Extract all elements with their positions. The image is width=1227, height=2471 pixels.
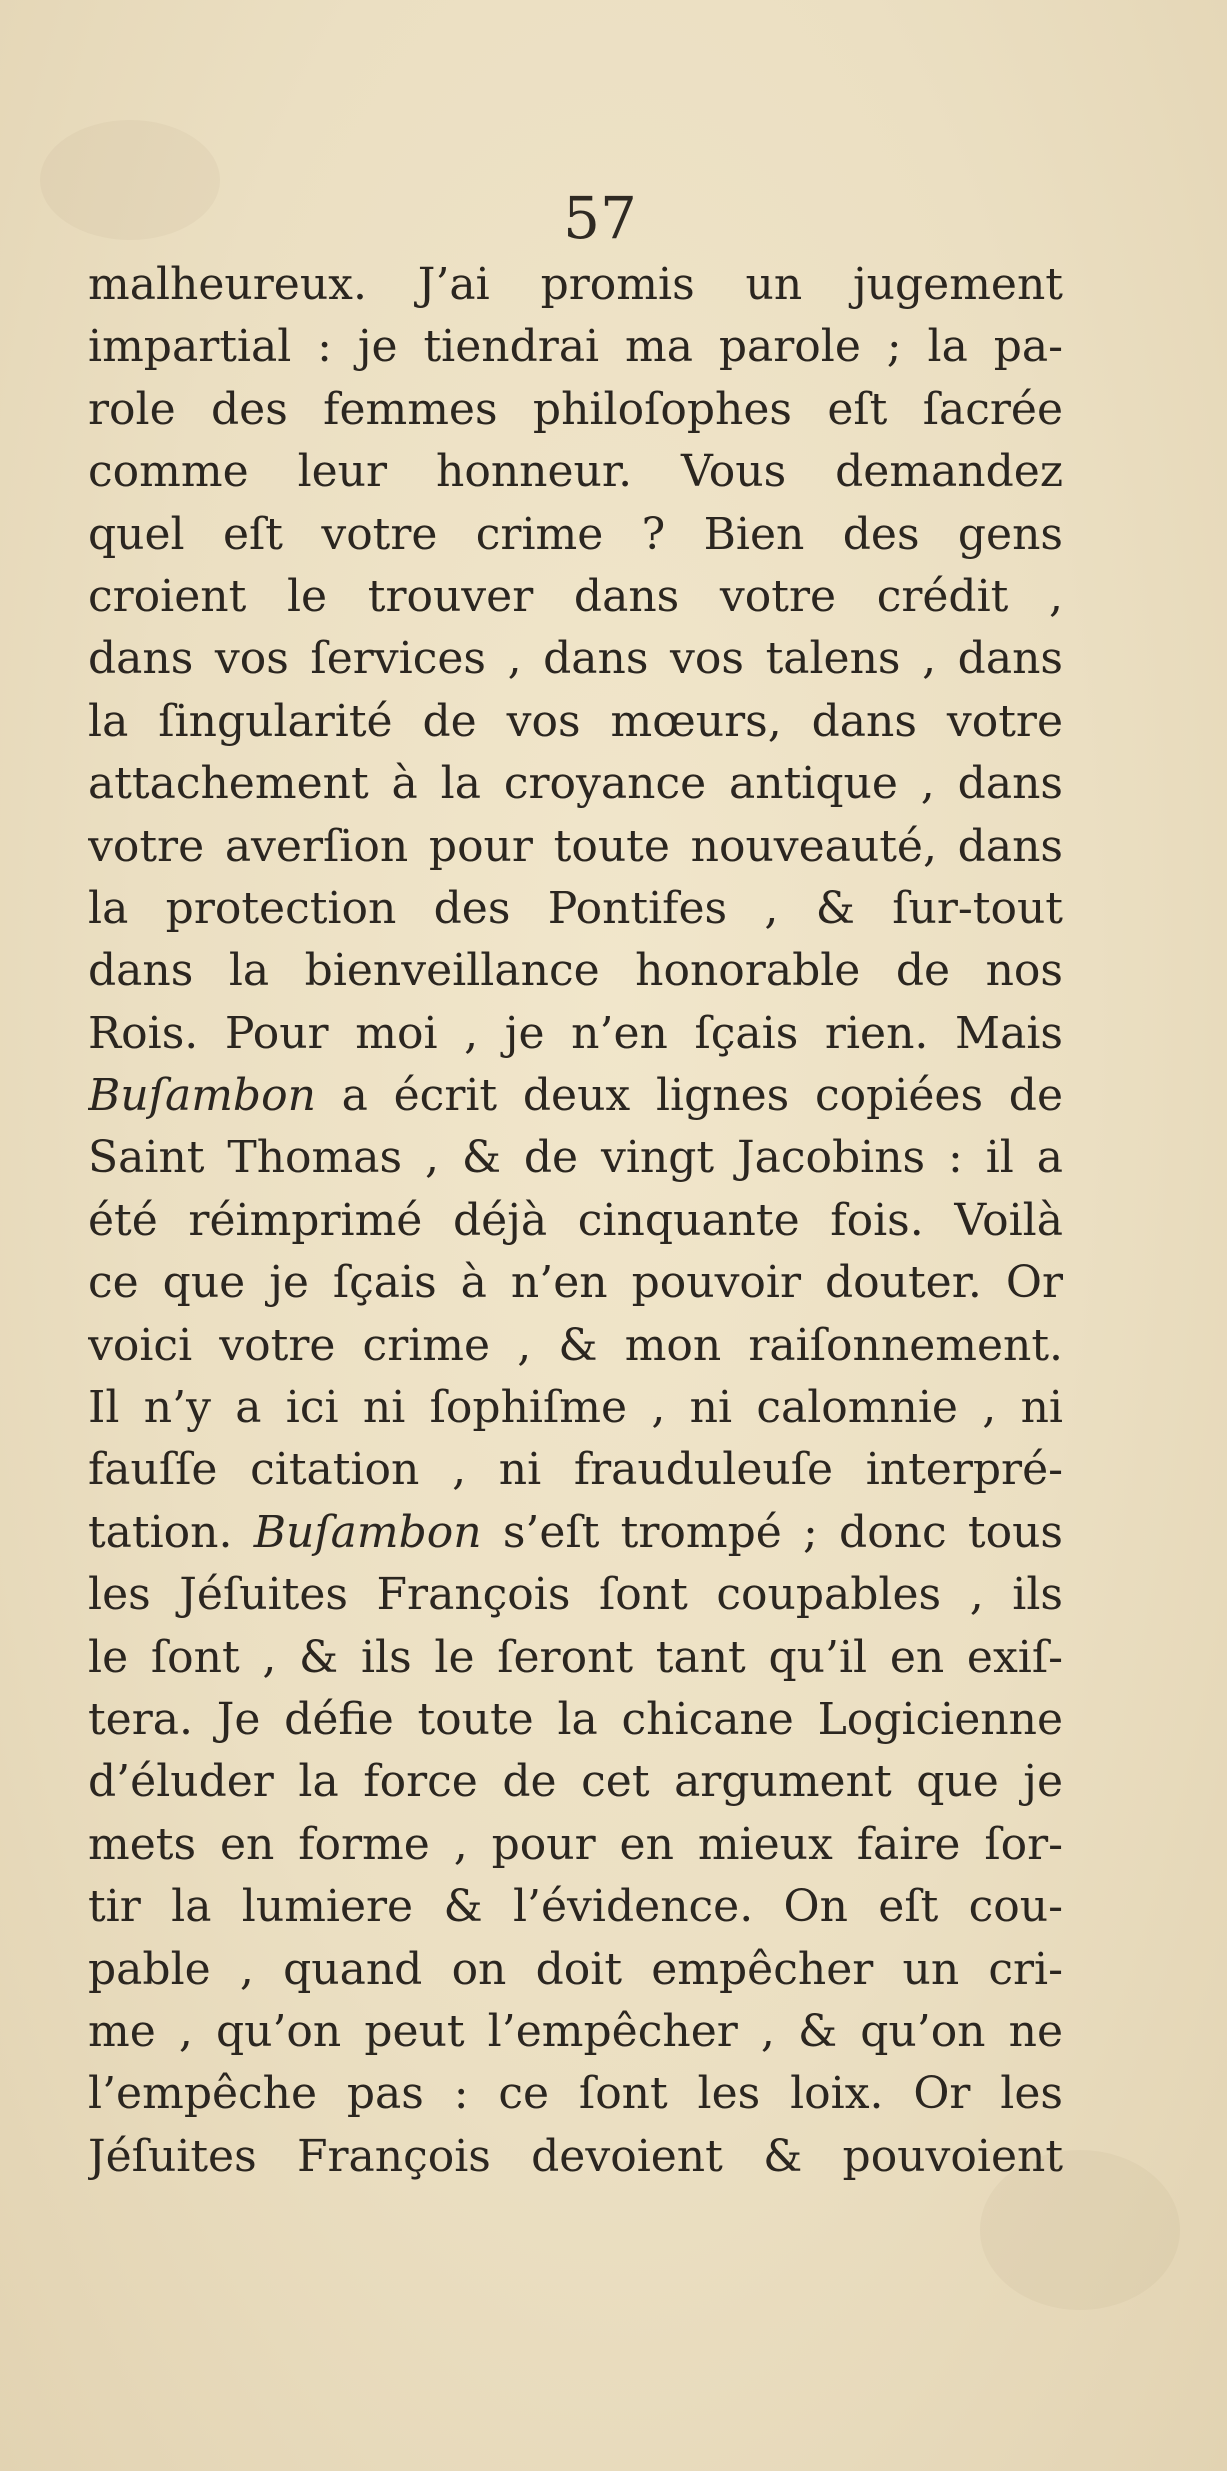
- text-line: Rois. Pour moi , je n’en ſçais rien. Mais: [88, 1007, 1063, 1059]
- text-line: d’éluder la force de cet argument que je: [88, 1756, 1063, 1808]
- text-line: Jéſuites François devoient & pouvoient: [88, 2130, 1063, 2182]
- text-line: tation. Buſambon s’eſt trompé ; donc tous: [88, 1506, 1063, 1558]
- text-line: tir la lumiere & l’évidence. On eſt cou-: [88, 1881, 1063, 1933]
- text-line: ce que je ſçais à n’en pouvoir douter. Or: [88, 1257, 1063, 1309]
- text-line: le ſont , & ils le ſeront tant qu’il en exiſ-: [88, 1631, 1063, 1683]
- text-line: voici votre crime , & mon raiſonnement.: [88, 1319, 1063, 1371]
- page-number: 57: [563, 184, 637, 252]
- text-line: attachement à la croyance antique , dans: [88, 758, 1063, 810]
- text-line: Buſambon a écrit deux lignes copiées de: [88, 1070, 1063, 1122]
- text-line: me , qu’on peut l’empêcher , & qu’on ne: [88, 2005, 1063, 2057]
- text-line: quel eſt votre crime ? Bien des gens: [88, 508, 1063, 560]
- text-line: dans la bienveillance honorable de nos: [88, 945, 1063, 997]
- text-line: votre averſion pour toute nouveauté, dans: [88, 820, 1063, 872]
- text-line: la protection des Pontifes , & ſur-tout: [88, 882, 1063, 934]
- italic-name: Buſambon: [88, 1070, 316, 1122]
- text-line: fauſſe citation , ni frauduleuſe interpré-: [88, 1444, 1063, 1496]
- text-line: Saint Thomas , & de vingt Jacobins : il a: [88, 1132, 1063, 1184]
- italic-name: Buſambon: [253, 1506, 482, 1558]
- text-line: été réimprimé déjà cinquante fois. Voilà: [88, 1194, 1063, 1246]
- text-line: croient le trouver dans votre crédit ,: [88, 570, 1063, 622]
- text-line: comme leur honneur. Vous demandez: [88, 446, 1063, 498]
- text-line: impartial : je tiendrai ma parole ; la pa-: [88, 321, 1063, 373]
- text-line: la ſingularité de vos mœurs, dans votre: [88, 695, 1063, 747]
- text-line: malheureux. J’ai promis un jugement: [88, 259, 1063, 310]
- text-line: Il n’y a ici ni ſophiſme , ni calomnie , ni: [88, 1382, 1063, 1434]
- text-line: les Jéſuites François ſont coupables , ils: [88, 1569, 1063, 1621]
- text-line: role des femmes philoſophes eſt ſacrée: [88, 383, 1063, 435]
- text-line: tera. Je défie toute la chicane Logicienne: [88, 1693, 1063, 1745]
- body-text: [88, 254, 1063, 2188]
- text-line: pable , quand on doit empêcher un cri-: [88, 1943, 1063, 1995]
- text-line: mets en forme , pour en mieux faire ſor-: [88, 1818, 1063, 1870]
- paper-stain: [40, 120, 220, 240]
- text-line: dans vos ſervices , dans vos talens , dans: [88, 633, 1063, 685]
- text-line: l’empêche pas : ce ſont les loix. Or les: [88, 2068, 1063, 2120]
